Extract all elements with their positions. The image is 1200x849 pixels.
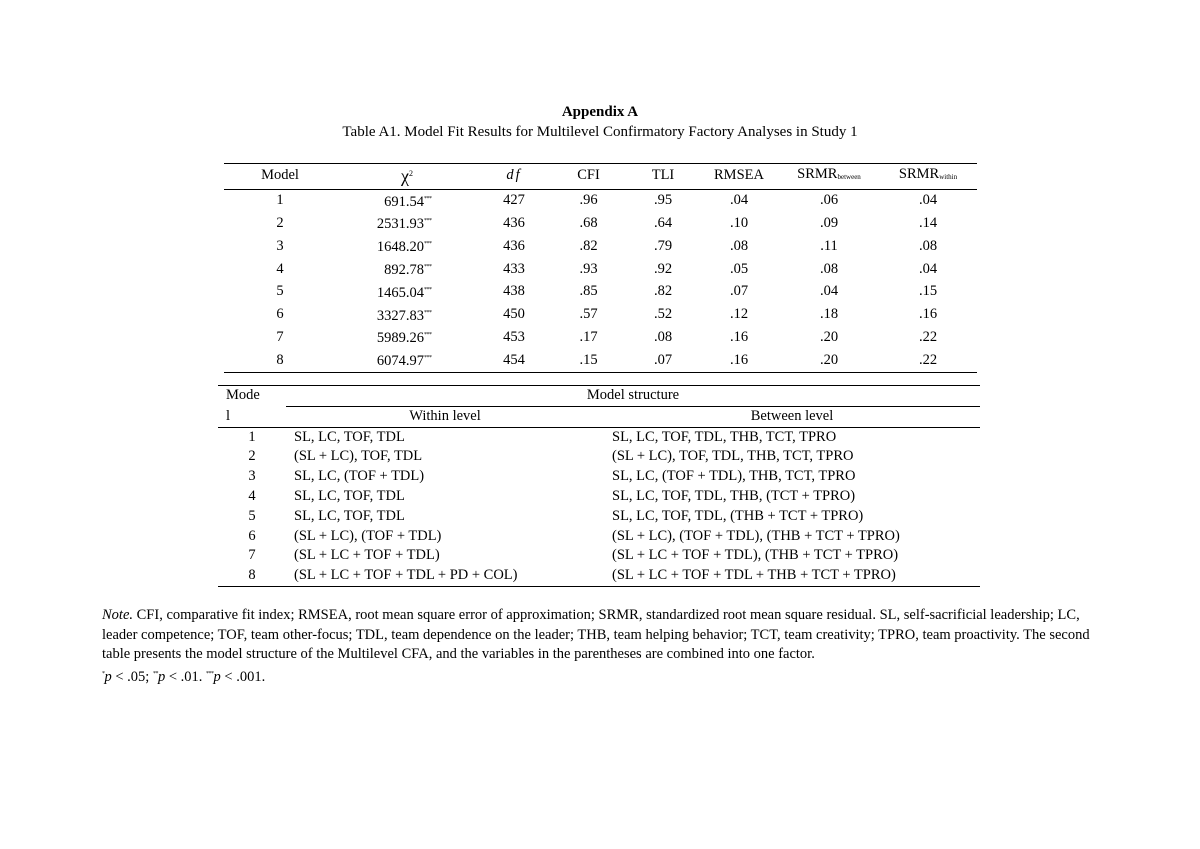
srmr-within-cell: .14 xyxy=(918,214,938,231)
table1-row xyxy=(224,235,977,258)
within-level-cell: SL, LC, TOF, TDL xyxy=(294,428,405,445)
df-cell: 427 xyxy=(503,192,525,209)
tli-cell: .79 xyxy=(653,237,673,254)
model-cell: 1 xyxy=(276,192,284,209)
within-level-cell: SL, LC, TOF, TDL xyxy=(294,487,405,504)
table1-row xyxy=(224,258,977,281)
chi-square-cell: 691.54*** xyxy=(384,193,432,210)
cfi-cell: .85 xyxy=(579,283,598,300)
between-level-cell: SL, LC, TOF, TDL, THB, TCT, TPRO xyxy=(612,428,837,445)
rmsea-cell: .05 xyxy=(729,260,749,277)
rmsea-cell: .08 xyxy=(729,237,749,254)
between-level-cell: (SL + LC + TOF + TDL), (THB + TCT + TPRO) xyxy=(612,547,899,564)
rmsea-cell: .10 xyxy=(729,214,749,231)
within-level-cell: SL, LC, (TOF + TDL) xyxy=(294,468,425,485)
srmr-between-cell: .09 xyxy=(819,214,839,231)
chi-square-cell: 2531.93*** xyxy=(376,216,432,233)
model-cell: 2 xyxy=(276,214,284,231)
col-model-line1: Mode xyxy=(226,387,260,404)
cfi-cell: .15 xyxy=(579,351,598,368)
note-label: Note. xyxy=(102,607,134,623)
note-text: CFI, comparative fit index; RMSEA, root mean square error of approximation; SRMR, standardized root mean square residual. SL, self-sacrificial leadership; LC, leader competence; TOF, team other-focus; TDL, team dependence on the leader; THB, team helping behavior; TCT, team creativity; TPRO, team proactivity. The second table presents the model structure of the Multilevel CFA, and the variables in the parentheses are combined into one factor. xyxy=(102,607,1090,662)
col-model-line2: l xyxy=(218,406,286,427)
rmsea-cell: .04 xyxy=(729,192,749,209)
model-cell: 8 xyxy=(248,567,256,584)
tli-cell: .08 xyxy=(653,328,673,345)
between-level-cell: (SL + LC + TOF + TDL + THB + TCT + TPRO) xyxy=(612,567,896,584)
between-level-cell: (SL + LC), (TOF + TDL), (THB + TCT + TPRO) xyxy=(612,527,900,544)
cfi-cell: .93 xyxy=(579,260,598,277)
tli-cell: .95 xyxy=(653,192,673,209)
tli-cell: .52 xyxy=(653,306,673,323)
srmr-within-cell: .08 xyxy=(918,237,938,254)
cfi-cell: .96 xyxy=(579,192,598,209)
rmsea-cell: .16 xyxy=(729,351,749,368)
cfi-cell: .68 xyxy=(579,214,598,231)
df-cell: 436 xyxy=(503,214,525,231)
table1-row xyxy=(224,304,977,327)
within-level-cell: (SL + LC + TOF + TDL) xyxy=(294,547,440,564)
tli-cell: .92 xyxy=(653,260,673,277)
table2-row xyxy=(218,507,980,527)
table-note xyxy=(102,606,1102,687)
model-cell: 5 xyxy=(248,507,256,524)
chi-square-cell: 5989.26*** xyxy=(376,330,432,347)
col-cfi: CFI xyxy=(550,164,627,190)
tli-cell: .07 xyxy=(653,351,673,368)
table1-row xyxy=(224,349,977,372)
col-tli: TLI xyxy=(627,164,699,190)
cfi-cell: .82 xyxy=(579,237,598,254)
table2-row xyxy=(218,467,980,487)
cfi-cell: .57 xyxy=(579,306,598,323)
srmr-within-cell: .16 xyxy=(918,306,938,323)
between-level-cell: SL, LC, (TOF + TDL), THB, TCT, TPRO xyxy=(612,468,856,485)
model-cell: 5 xyxy=(276,283,284,300)
within-level-cell: (SL + LC), TOF, TDL xyxy=(294,448,423,465)
model-cell: 3 xyxy=(248,468,256,485)
srmr-within-cell: .15 xyxy=(918,283,938,300)
srmr-within-cell: .22 xyxy=(918,351,938,368)
table2-header-row-2 xyxy=(218,406,980,427)
srmr-within-cell: .22 xyxy=(918,328,938,345)
table1-row xyxy=(224,212,977,235)
col-rmsea: RMSEA xyxy=(699,164,779,190)
df-cell: 454 xyxy=(503,351,525,368)
chi-square-cell: 3327.83*** xyxy=(376,307,432,324)
model-cell: 7 xyxy=(248,547,256,564)
col-model-structure: Model structure xyxy=(286,386,980,407)
model-cell: 6 xyxy=(276,306,284,323)
within-level-cell: SL, LC, TOF, TDL xyxy=(294,507,405,524)
between-level-cell: SL, LC, TOF, TDL, (THB + TCT + TPRO) xyxy=(612,507,864,524)
df-cell: 438 xyxy=(503,283,525,300)
srmr-within-cell: .04 xyxy=(918,192,938,209)
table2-row xyxy=(218,527,980,547)
model-cell: 4 xyxy=(276,260,284,277)
model-structure-table xyxy=(218,385,980,587)
model-cell: 7 xyxy=(276,328,284,345)
col-chi-square: $\chi^2$ xyxy=(336,164,478,190)
tli-cell: .82 xyxy=(653,283,673,300)
appendix-title: Appendix A xyxy=(561,104,639,120)
rmsea-cell: .07 xyxy=(729,283,749,300)
table2-row xyxy=(218,447,980,467)
model-cell: 3 xyxy=(276,237,284,254)
df-cell: 433 xyxy=(503,260,525,277)
within-level-cell: (SL + LC + TOF + TDL + PD + COL) xyxy=(294,567,518,584)
table1-header-row xyxy=(224,164,977,190)
table2-row xyxy=(218,487,980,507)
within-level-cell: (SL + LC), (TOF + TDL) xyxy=(294,527,442,544)
significance-legend: *p < .05; **p < .01. ***p < .001. xyxy=(102,668,266,685)
col-between-level: Between level xyxy=(604,406,980,427)
model-cell: 1 xyxy=(248,428,256,445)
srmr-between-cell: .08 xyxy=(819,260,839,277)
col-within-level: Within level xyxy=(286,406,604,427)
table1-row xyxy=(224,281,977,304)
rmsea-cell: .12 xyxy=(729,306,749,323)
model-cell: 8 xyxy=(276,351,284,368)
model-cell: 6 xyxy=(248,527,256,544)
between-level-cell: (SL + LC), TOF, TDL, THB, TCT, TPRO xyxy=(612,448,854,465)
rmsea-cell: .16 xyxy=(729,328,749,345)
cfi-cell: .17 xyxy=(579,328,598,345)
col-srmr-within: $SRMR_{within}$ xyxy=(879,164,977,190)
between-level-cell: SL, LC, TOF, TDL, THB, (TCT + TPRO) xyxy=(612,487,856,504)
col-df: df xyxy=(478,164,550,190)
df-cell: 453 xyxy=(503,328,525,345)
df-cell: 436 xyxy=(503,237,525,254)
model-cell: 2 xyxy=(248,448,256,465)
chi-square-cell: 1465.04*** xyxy=(376,284,432,301)
srmr-between-cell: .11 xyxy=(820,237,838,254)
srmr-between-cell: .20 xyxy=(819,351,839,368)
table2-row xyxy=(218,566,980,586)
srmr-between-cell: .20 xyxy=(819,328,839,345)
col-srmr-between: $SRMR_{between}$ xyxy=(779,164,879,190)
model-cell: 4 xyxy=(248,487,256,504)
col-model: Model xyxy=(224,164,336,190)
table1-row xyxy=(224,326,977,349)
table2-row xyxy=(218,427,980,447)
chi-square-cell: 6074.97*** xyxy=(376,353,432,370)
table2-row xyxy=(218,546,980,566)
table1-caption: Table A1. Model Fit Results for Multilevel Confirmatory Factory Analyses in Study 1 xyxy=(342,124,858,140)
srmr-between-cell: .18 xyxy=(819,306,839,323)
df-cell: 450 xyxy=(503,306,525,323)
chi-square-cell: 1648.20*** xyxy=(376,239,432,256)
chi-square-cell: 892.78*** xyxy=(384,262,432,279)
table2-header-row-1 xyxy=(218,386,980,407)
tli-cell: .64 xyxy=(653,214,673,231)
srmr-within-cell: .04 xyxy=(918,260,938,277)
srmr-between-cell: .04 xyxy=(819,283,839,300)
table1-row xyxy=(224,189,977,212)
srmr-between-cell: .06 xyxy=(819,192,839,209)
model-fit-table xyxy=(224,163,977,373)
